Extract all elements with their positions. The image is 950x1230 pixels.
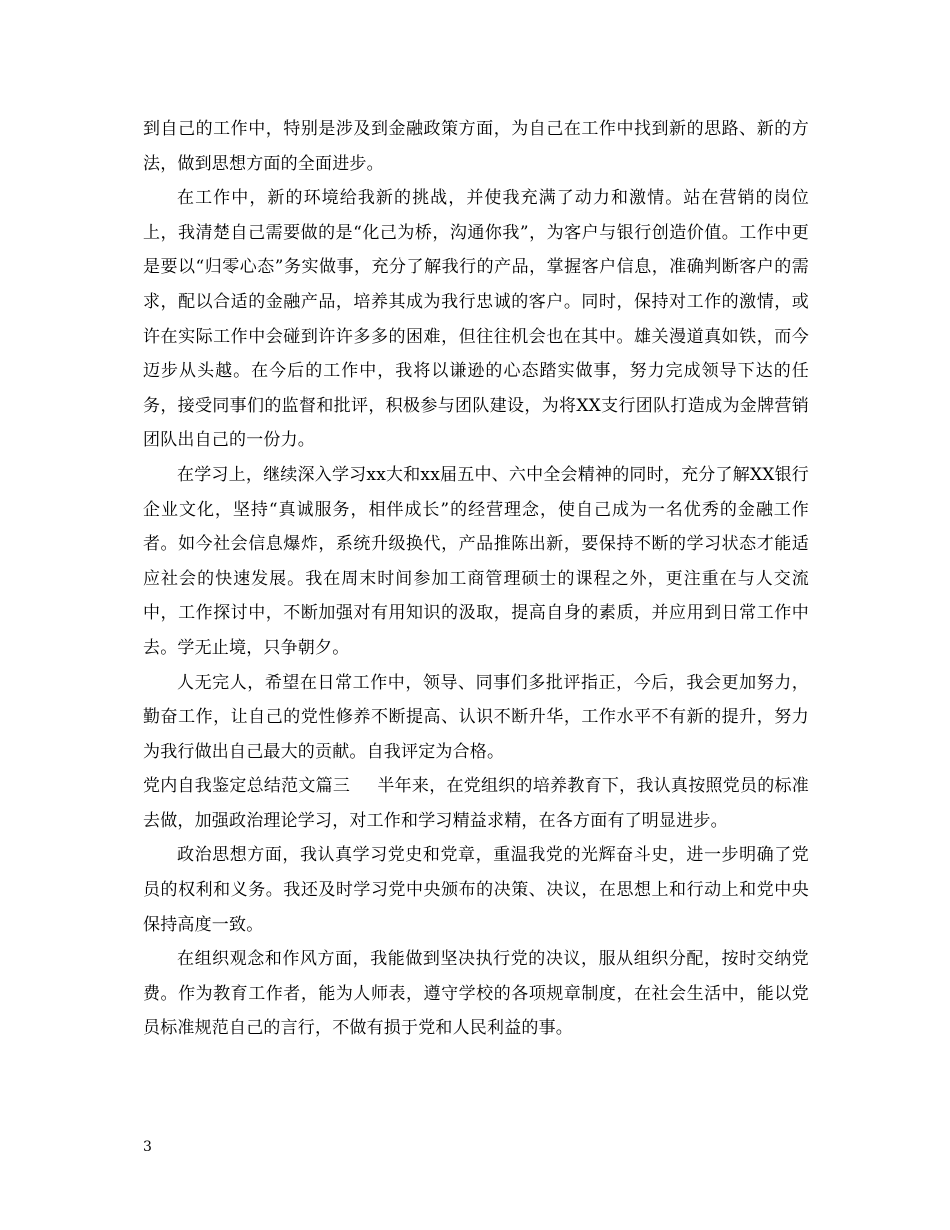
paragraph-work: 在工作中，新的环境给我新的挑战，并使我充满了动力和激情。站在营销的岗位上，我清楚自己需要做的是“化己为桥，沟通你我”，为客户与银行创造价值。工作中更是要以“归零心态”务实做事，充分了解我行的产品，掌握客户信息，准确判断客户的需求，配以合适的金融产品，培养其成为我行忠诚的客户。同时，保持对工作的激情，或许在实际工作中会碰到许许多多的困难，但往往机会也在其中。雄关漫道真如铁，而今迈步从头越。在今后的工作中，我将以谦逊的心态踏实做事，努力完成领导下达的任务，接受同事们的监督和批评，积极参与团队建设，为将XX支行团队打造成为金牌营销团队出自己的一份力。 <box>143 188 809 451</box>
paragraph-organization-style: 在组织观念和作风方面，我能做到坚决执行党的决议，服从组织分配，按时交纳党费。作为教育工作者，能为人师表，遵守学校的各项规章制度，在社会生活中，能以党员标准规范自己的言行，不做有损于党和人民利益的事。 <box>143 949 809 1039</box>
section-heading: 党内自我鉴定总结范文篇三 <box>143 776 351 797</box>
page-number: 3 <box>143 1139 152 1155</box>
document-body <box>143 112 809 1046</box>
section-intro: 半年来，在党组织的培养教育下，我认真按照党员的标准去做，加强政治理论学习，对工作和学习精益求精，在各方面有了明显进步。 <box>143 776 809 831</box>
paragraph-study: 在学习上，继续深入学习xx大和xx届五中、六中全会精神的同时，充分了解XX银行企业文化，坚持“真诚服务，相伴成长”的经营理念，使自己成为一名优秀的金融工作者。如今社会信息爆炸，系统升级换代，产品推陈出新，要保持不断的学习状态才能适应社会的快速发展。我在周末时间参加工商管理硕士的课程之外，更注重在与人交流中，工作探讨中，不断加强对有用知识的汲取，提高自身的素质，并应用到日常工作中去。学无止境，只争朝夕。 <box>143 464 809 658</box>
paragraph-political-thought: 政治思想方面，我认真学习党史和党章，重温我党的光辉奋斗史，进一步明确了党员的权利和义务。我还及时学习党中央颁布的决策、决议，在思想上和行动上和党中央保持高度一致。 <box>143 845 809 935</box>
paragraph-self-evaluation: 人无完人，希望在日常工作中，领导、同事们多批评指正，今后，我会更加努力，勤奋工作，让自己的党性修养不断提高、认识不断升华，工作水平不有新的提升，努力为我行做出自己最大的贡献。自我评定为合格。 <box>143 672 809 762</box>
paragraph-continuation: 到自己的工作中，特别是涉及到金融政策方面，为自己在工作中找到新的思路、新的方法，做到思想方面的全面进步。 <box>143 119 809 174</box>
section-three <box>143 769 809 838</box>
